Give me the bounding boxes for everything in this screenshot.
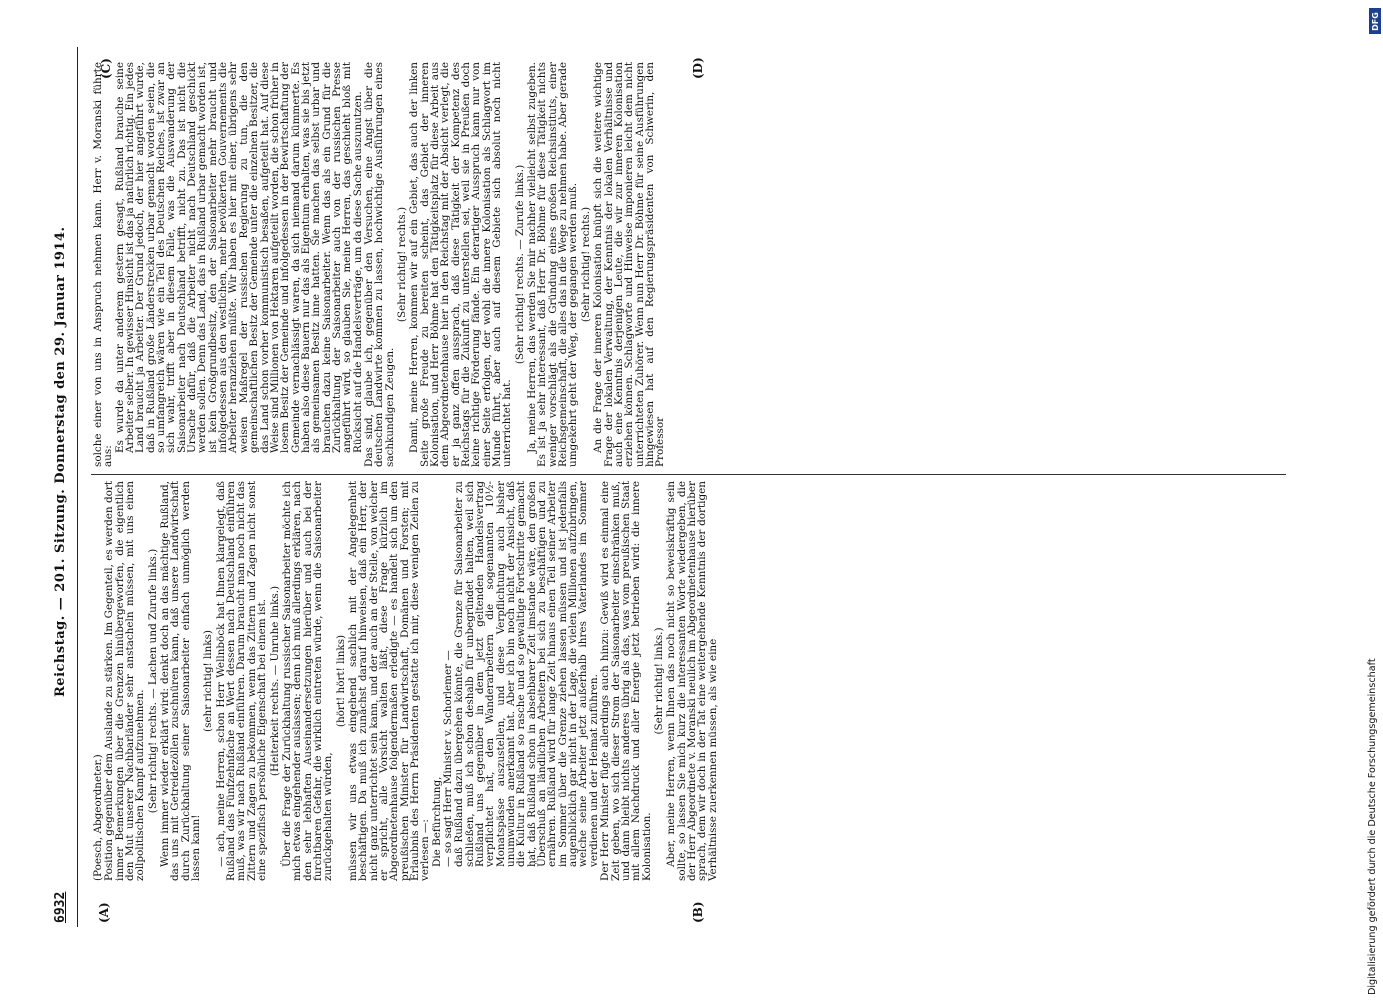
page-number: 6932 <box>53 891 68 923</box>
paragraph: Das sind, glaube ich, gegenüber den Versuchen, eine Angst über die deutschen Landwirte kommen zu lassen, hochwichtige Ausführungen eines sachkundigen Zeugen. <box>362 62 396 467</box>
speaker-note: (Poesch, Abgeordneter.) <box>92 754 104 881</box>
interjection: (Sehr richtig! rechts. — Lachen und Zurufe links.) <box>146 548 159 814</box>
column-rule <box>91 474 1286 475</box>
dfg-logo-text: DFG <box>1370 11 1380 31</box>
paragraph: müssen wir uns etwas eingehend sachlich mit der Angelegenheit beschäftigen. Da muß ich zunächst darauf hinweisen, daß ein Herr, der nicht ganz unterrichtet sein kann, und der auch an der Stelle, von welcher er spricht, alle Vorsicht walten läßt, diese Frage kürzlich im Abgeordnetenhause folgendermaßen erledigte — es handelt sich um den preußischen Minister für Landwirtschaft, Domänen und Forsten; mit Erlaubnis des Herrn Präsidenten gestatte ich mir, diese wenigen Zeilen zu verlesen —: <box>346 481 432 881</box>
paragraph: — ach, meine Herren, schon Herr Wellnböck hat Ihnen klargelegt, daß Rußland das Fünfzehnfache an Wert dessen nach Deutschland einführen muß, was wir nach Rußland einführen. Darum braucht man noch nicht das Zittern und Zagen zu bekommen, wenn das Zittern und Zagen nicht sonst eine spezifisch persönliche Eigenschaft bei einem ist. <box>214 481 269 881</box>
paragraph: Ja, meine Herren, das werden Sie mir nachher vielleicht selbst zugeben. Es ist ja sehr interessant, daß Herr Dr. Böhme für diese Tätigkeit nichts weniger vorschlägt als die Gründung eines großen Reichsinstituts, einer Reichsgemeinschaft, die alles das in die Wege zu nehmen habe. Aber gerade umgekehrt geht der Weg, der gegangen werden muß. <box>526 62 580 467</box>
quote-paragraph: Es wurde da unter anderem gestern gesagt, Rußland brauche seine Arbeiter selber. In gewisser Hinsicht ist das ja natürlich richtig. Ein jedes Land braucht ja Arbeiter. Der Grund jedoch, der hier angeführt wurde, daß in Rußland große Länderstrecken urbar gemacht worden seien, die so umfangreich wären wie ein Teil des Deutschen Reiches, ist zwar an sich wahr, trifft aber in diesem Falle, was die Auswanderung der Saisonarbeiter nach Deutschland betrifft, nicht zu. Das ist nicht die Ursache dafür, daß die Arbeiter nicht nach Deutschland geschickt werden sollen. Denn das Land, das in Rußland urbar gemacht worden ist, ist kein Großgrundbesitz, den der Saisonarbeiter mehr braucht und infolgedessen aus den westlichen, mehr bevölkerten Gouvernements die Arbeiter heranziehen müßte. Wir haben es hier mit einer, übrigens sehr weisen Maßregel der russischen Regierung zu tun, die den gemeinschaftlichen Besitz der Gemeinde unter die einzelnen Besitzer, die das Land schon vorher kommunistisch besaßen, aufgeteilt hat. Auf diese Weise sind Millionen von Hektaren aufgeteilt worden, die schon früher in losem Besitz der Gemeinde und infolgedessen in der Bewirtschaftung der Gemeinde vernachlässigt waren, da sich niemand darum kümmerte. Es haben also diese Bauern nur das als Eigentum erhalten, was sie bis jetzt als gemeinsamen Besitz inne hatten. Sie machen das selbst urbar und brauchen dazu keine Saisonarbeiter. Wenn das als ein Grund für die Zurückhaltung der Saisonarbeiter auch von der russischen Presse angeführt wird, so glauben Sie, meine Herren, das geschieht bloß mit Rücksicht auf die Handelsverträge, um da diese Sache auszunutzen. <box>113 62 364 453</box>
quote-paragraph: daß Rußland dazu übergehen könnte, die Grenze für Saisonarbeiter zu schließen, muß ich schon deshalb für unbegründet halten, weil sich Rußland uns gegenüber in dem jetzt geltenden Handelsvertrag verpflichtet hat, den Wanderarbeitern die sogenannten 10½-Monatspässe auszustellen, und diese Verpflichtung auch bisher unumwunden anerkannt hat. Aber ich bin noch nicht der Ansicht, daß die Kultur in Rußland so rasche und so gewaltige Fortschritte gemacht hat, daß Rußland schon in absehbarer Zeit imstande wäre, den großen Überschuß an ländlichen Arbeitern bei sich zu beschäftigen und zu ernähren. Rußland wird für lange Zeit hinaus einen Teil seiner Arbeiter im Sommer über die Grenze ziehen lassen müssen und ist jedenfalls augenblicklich gar nicht in der Lage, die vielen Millionen aufzubringen, welche seine Arbeiter jetzt außerhalb ihres Vaterlandes im Sommer verdienen und der Heimat zuführen. <box>453 481 600 867</box>
margin-mark-a: (A) <box>97 902 111 923</box>
dfg-logo <box>1369 8 1381 34</box>
interjection: (sehr richtig! links) <box>202 630 215 732</box>
paragraph: Über die Frage der Zurückhaltung russischer Saisonarbeiter möchte ich mich etwas eingehender auslassen; denn ich muß allerdings erklären, nach den sehr lebhaften Auseinandersetzungen hierüber und auch bei der furchtbaren Gefahr, die wirklich eintreten würde, wenn die Saisonarbeiter zurückgehalten würden, <box>280 481 335 881</box>
paragraph: Der Herr Minister fügte allerdings auch hinzu: Gewiß wird es einmal eine Zeit geben, wo sich dieser Strom der Saisonarbeiter einschränken muß, und dann bleibt nichts anderes übrig als das, was vom preußischen Staat mit allem Nachdruck und aller Energie jetzt betrieben wird: die innere Kolonisation. <box>599 481 653 881</box>
quote-attribution: — so sagt Herr Minister v. Schorlemer — <box>442 650 454 867</box>
quote-intro: Die Befürchtung, <box>430 776 443 867</box>
interjection: (hört! hört! links) <box>334 634 347 728</box>
paragraph: Position gegenüber dem Auslande zu stärken. Im Gegenteil, es werden dort immer Bemerkungen über die Grenzen hinübergeworfen, die eigentlich den Mut unserer Nachbarländer sehr anstacheln müssen, mit uns einen zollpolitischen Kampf aufzunehmen. <box>103 481 147 881</box>
rotated-page <box>51 47 1301 927</box>
interjection: (Sehr richtig! links.) <box>652 627 665 735</box>
margin-mark-d: (D) <box>691 57 705 79</box>
margin-mark-c: (C) <box>99 58 113 79</box>
margin-mark-b: (B) <box>691 901 705 923</box>
interjection: (Sehr richtig! rechts. — Zurufe links.) <box>513 164 526 365</box>
paragraph: solche einer von uns in Anspruch nehmen kann. Herr v. Moranski führte aus: <box>92 62 115 467</box>
interjection: (Heiterkeit rechts. — Unruhe links.) <box>268 585 281 777</box>
page-title: Reichstag. — 201. Sitzung. Donnerstag den 29. Januar 1914. <box>53 226 68 697</box>
funding-note: Digitalisierung gefördert durch die Deutsche Forschungsgemeinschaft <box>1367 658 1378 995</box>
interjection: (Sehr richtig! rechts.) <box>395 206 408 323</box>
right-column <box>93 62 1283 467</box>
page-header <box>51 47 73 927</box>
header-rule <box>77 47 78 927</box>
left-column <box>93 481 1283 881</box>
paragraph: Aber, meine Herren, wenn Ihnen das noch nicht so beweiskräftig sein sollte, so lassen Sie mich kurz die interessanten Worte wiedergeben, die der Herr Abgeordnete v. Moranski neulich im Abgeordnetenhause hierüber sprach, dem wir doch in der Tat eine weitergehende Kenntnis der dortigen Verhältnisse zuerkennen müssen, als wie eine <box>665 481 719 881</box>
paragraph: Damit, meine Herren, kommen wir auf ein Gebiet, das auch der linken Seite große Freude zu bereiten scheint, das Gebiet der inneren Kolonisation, und Herr Böhme hat den Tätigkeitsplatz für diese Arbeit aus dem Abgeordnetenhause hier in den Reichstag mit der Absicht verlegt, die er ja ganz offen aussprach, daß diese Tätigkeit der Kompetenz des Reichstags für die Zukunft zu unterstellen sei, weil sie in Preußen doch keine richtige Förderung fände. Ein derartiger Ausspruch kann nur von einer Seite erfolgen, der wohl die innere Kolonisation als Schlagwort im Munde führt, aber auch auf diesem Gebiete sich absolut noch nicht unterrichtet hat. <box>408 62 514 467</box>
interjection: (Sehr richtig! rechts.) <box>579 206 592 323</box>
paragraph: An die Frage der inneren Kolonisation knüpft sich die weitere wichtige Frage der lokalen Verwaltung, der Kenntnis der lokalen Verhältnisse und auch eine Kenntnis derjenigen Leute, die wir zur inneren Kolonisation erziehen können. Schlagworte und Hinweise imponieren leicht dem nicht unterrichteten Zuhörer. Wenn nun Herr Dr. Böhme für seine Ausführungen hingewiesen hat auf den Regierungspräsidenten von Schwerin, den Professor <box>592 62 667 467</box>
paragraph: Wenn immer wieder erklärt wird: denkt doch an das mächtige Rußland, das uns mit Getreidezöllen zuschnüren kann, daß unsere Landwirtschaft durch Zurückhaltung seiner Saisonarbeiter einfach unmöglich werden lassen kann! <box>159 481 203 881</box>
